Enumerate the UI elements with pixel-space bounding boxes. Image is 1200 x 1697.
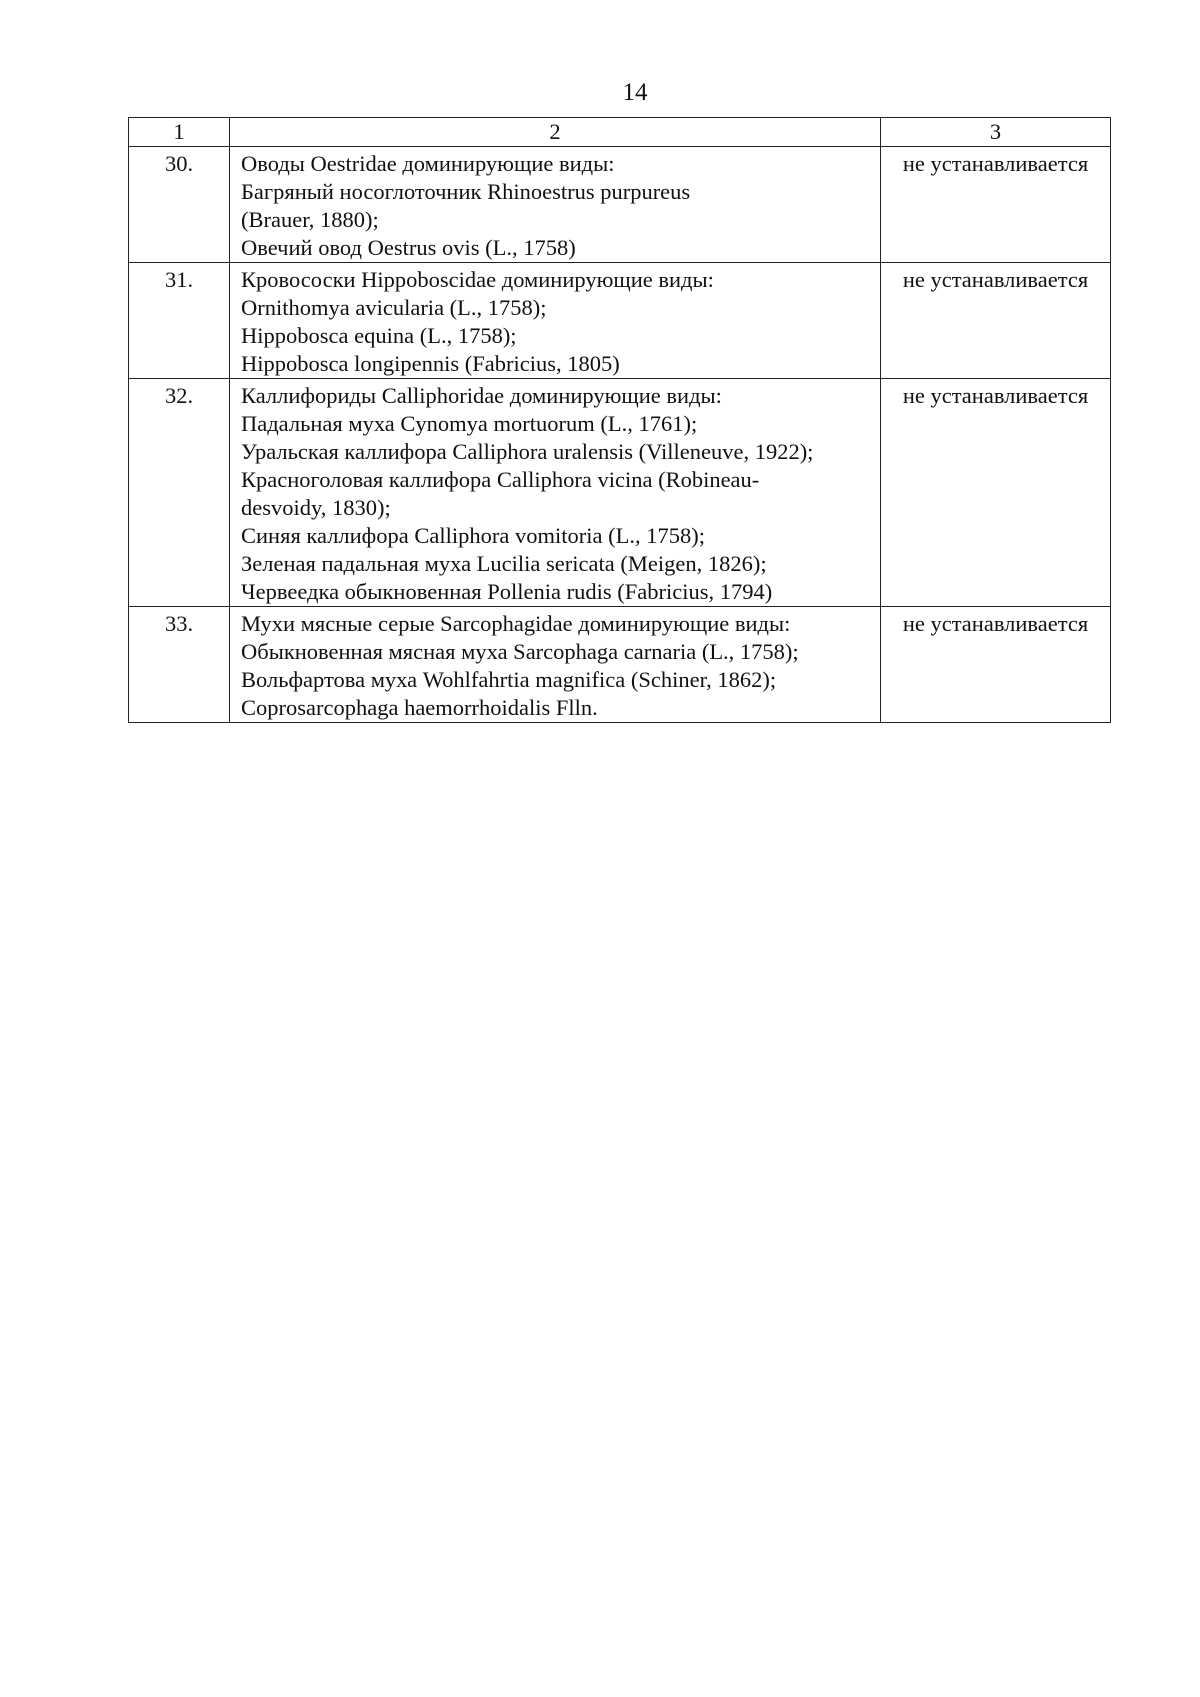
row-description	[230, 607, 881, 723]
description-line: Уральская каллифора Calliphora uralensis (Villeneuve, 1922);	[241, 439, 814, 464]
column-header-3: 3	[881, 118, 1111, 147]
description-line: Hippobosca equina (L., 1758);	[241, 323, 517, 348]
row-status: не устанавливается	[881, 607, 1111, 723]
description-line: Багряный носоглоточник Rhinoestrus purpureus	[241, 179, 691, 204]
column-header-2: 2	[230, 118, 881, 147]
description-line: Падальная муха Cynomya mortuorum (L., 1761);	[241, 411, 698, 436]
description-line: Вольфартова муха Wohlfahrtia magnifica (Schiner, 1862);	[241, 667, 777, 692]
description-line: Coprosarcophaga haemorrhoidalis Flln.	[241, 695, 598, 720]
table-row	[129, 263, 1111, 379]
description-line: Ornithomya avicularia (L., 1758);	[241, 295, 547, 320]
description-line: Мухи мясные серые Sarcophagidae доминирующие виды:	[241, 611, 791, 636]
description-line: Каллифориды Calliphoridae доминирующие виды:	[241, 383, 722, 408]
page-number: 14	[622, 79, 648, 106]
row-number: 32.	[129, 379, 230, 607]
description-line: (Brauer, 1880);	[241, 207, 379, 232]
description-line: Оводы Oestridae доминирующие виды:	[241, 151, 615, 176]
description-line: Синяя каллифора Calliphora vomitoria (L., 1758);	[241, 523, 705, 548]
row-number: 30.	[129, 147, 230, 263]
column-header-1: 1	[129, 118, 230, 147]
description-line: Красноголовая каллифора Calliphora vicina (Robineau-	[241, 467, 760, 492]
table-row	[129, 607, 1111, 723]
row-number: 33.	[129, 607, 230, 723]
description-line: Овечий овод Oestrus ovis (L., 1758)	[241, 235, 576, 260]
table-row	[129, 379, 1111, 607]
description-line: desvoidy, 1830);	[241, 495, 391, 520]
table-row	[129, 147, 1111, 263]
row-description	[230, 263, 881, 379]
description-line: Червеедка обыкновенная Pollenia rudis (Fabricius, 1794)	[241, 579, 773, 604]
row-status: не устанавливается	[881, 379, 1111, 607]
description-line: Обыкновенная мясная муха Sarcophaga carnaria (L., 1758);	[241, 639, 799, 664]
row-status: не устанавливается	[881, 263, 1111, 379]
table-header-row	[129, 118, 1111, 147]
row-status: не устанавливается	[881, 147, 1111, 263]
species-table	[128, 117, 1111, 723]
description-line: Hippobosca longipennis (Fabricius, 1805)	[241, 351, 620, 376]
row-description	[230, 379, 881, 607]
description-line: Кровососки Hippoboscidae доминирующие виды:	[241, 267, 714, 292]
description-line: Зеленая падальная муха Lucilia sericata (Meigen, 1826);	[241, 551, 767, 576]
row-description	[230, 147, 881, 263]
row-number: 31.	[129, 263, 230, 379]
